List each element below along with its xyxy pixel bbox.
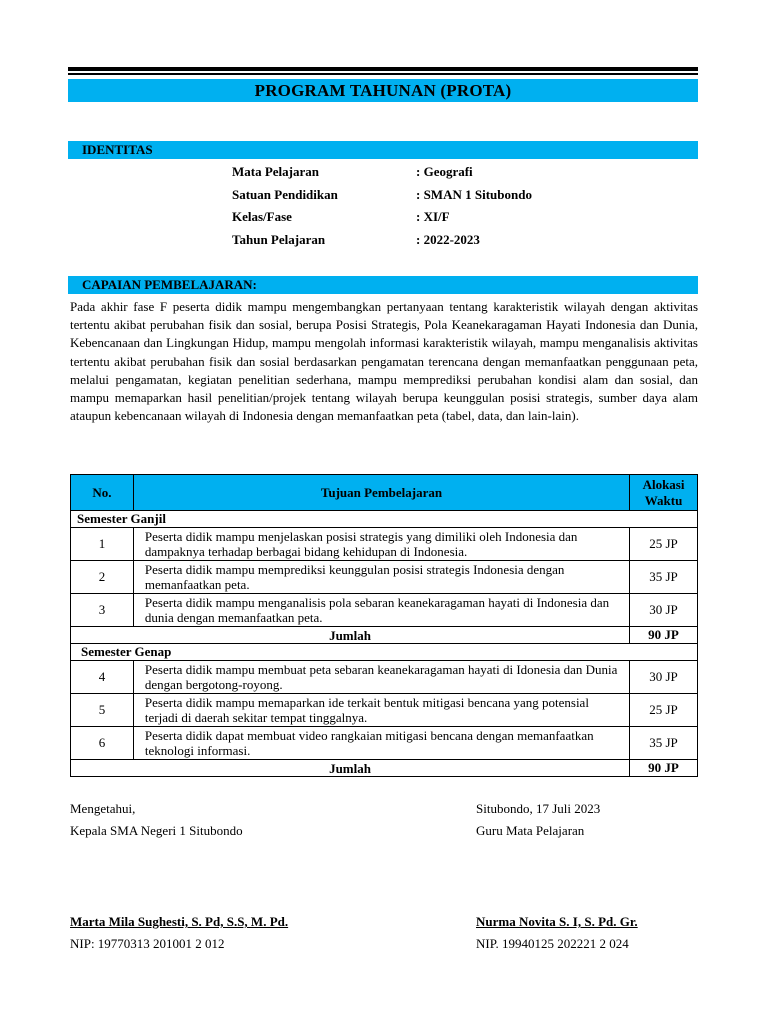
table-row bbox=[71, 727, 698, 760]
table-row bbox=[71, 594, 698, 627]
identitas-value: : Geografi bbox=[416, 164, 473, 179]
row-desc: Peserta didik mampu memaparkan ide terkait bentuk mitigasi bencana yang potensial terjadi di daerah sekitar tempat tinggalnya. bbox=[133, 694, 629, 727]
header-no: No. bbox=[71, 475, 134, 511]
semester-ganjil-row bbox=[71, 511, 698, 528]
tujuan-pembelajaran-table bbox=[70, 474, 698, 777]
header-alokasi-line1: Alokasi bbox=[642, 476, 685, 492]
row-desc: Peserta didik mampu menganalisis pola sebaran keanekaragaman hayati di Indonesia dan dunia dengan memanfaatkan peta. bbox=[133, 594, 629, 627]
header-alokasi-line2: Waktu bbox=[644, 492, 683, 508]
signature-right-line2: Guru Mata Pelajaran bbox=[476, 823, 585, 838]
signature-left-line1: Mengetahui, bbox=[70, 801, 136, 816]
table-row bbox=[71, 694, 698, 727]
identitas-label: Satuan Pendidikan bbox=[232, 187, 338, 202]
row-desc: Peserta didik mampu membuat peta sebaran keanekaragaman hayati di Idonesia dan Dunia dengan bergotong-royong. bbox=[133, 661, 629, 694]
semester-genap-row bbox=[71, 644, 698, 661]
row-jp: 30 JP bbox=[630, 661, 698, 694]
row-jp: 25 JP bbox=[630, 528, 698, 561]
capaian-heading: CAPAIAN PEMBELAJARAN: bbox=[68, 276, 698, 294]
jumlah-total: 90 JP bbox=[630, 760, 698, 777]
identitas-value: : 2022-2023 bbox=[416, 232, 480, 247]
signature-left-line2: Kepala SMA Negeri 1 Situbondo bbox=[70, 823, 243, 838]
semester-ganjil-label: Semester Ganjil bbox=[71, 511, 698, 528]
row-desc: Peserta didik mampu menjelaskan posisi strategis yang dimiliki oleh Indonesia dan dampaknya terhadap berbagai bidang kehidupan di Indonesia. bbox=[133, 528, 629, 561]
row-no: 5 bbox=[71, 694, 134, 727]
jumlah-ganjil-row bbox=[71, 627, 698, 644]
row-no: 3 bbox=[71, 594, 134, 627]
row-no: 4 bbox=[71, 661, 134, 694]
signature-right-nip: NIP. 19940125 202221 2 024 bbox=[476, 936, 629, 951]
header-alokasi bbox=[630, 475, 698, 511]
top-rule-thick bbox=[68, 67, 698, 71]
jumlah-label: Jumlah bbox=[71, 760, 630, 777]
jumlah-label: Jumlah bbox=[71, 627, 630, 644]
identitas-value: : XI/F bbox=[416, 209, 450, 224]
table-row bbox=[71, 661, 698, 694]
identitas-heading: IDENTITAS bbox=[68, 141, 698, 159]
table-header-row bbox=[71, 475, 698, 511]
row-desc: Peserta didik mampu memprediksi keunggulan posisi strategis Indonesia dengan memanfaatkan peta. bbox=[133, 561, 629, 594]
table-row bbox=[71, 528, 698, 561]
row-desc: Peserta didik dapat membuat video rangkaian mitigasi bencana dengan memanfaatkan teknologi informasi. bbox=[133, 727, 629, 760]
row-no: 1 bbox=[71, 528, 134, 561]
identitas-label: Mata Pelajaran bbox=[232, 164, 320, 179]
row-no: 2 bbox=[71, 561, 134, 594]
row-no: 6 bbox=[71, 727, 134, 760]
jumlah-total: 90 JP bbox=[630, 627, 698, 644]
capaian-paragraph: Pada akhir fase F peserta didik mampu mengembangkan pertanyaan tentang karakteristik wilayah dengan aktivitas tertentu akibat perubahan fisik dan sosial, berupa Posisi Strategis, Pola Keanekaragaman Hayati Indonesia dan Dunia, Kebencanaan dan Lingkungan Hidup, mampu mengolah informasi karakteristik wilayah, mampu menganalisis aktivitas tertentu akibat perubahan fisik dan sosial berdasarkan pengamatan terencana dengan memanfaatkan penggunaan peta, melalui pengamatan, kegiatan penelitian sederhana, mampu memprediksi perubahan kondisi alam dan sosial, dan mampu memaparkan hasil penelitian/projek tentang wilayah berupa keunggulan posisi strategis, sumber daya alam ataupun kebencanaan wilayah di Indonesia dengan memanfaatkan peta (tabel, data, dan lain-lain). bbox=[70, 299, 698, 424]
row-jp: 35 JP bbox=[630, 561, 698, 594]
header-tujuan: Tujuan Pembelajaran bbox=[133, 475, 629, 511]
top-rule-thin bbox=[68, 73, 698, 75]
signature-left-nip: NIP: 19770313 201001 2 012 bbox=[70, 936, 225, 951]
document-title: PROGRAM TAHUNAN (PROTA) bbox=[68, 79, 698, 102]
signature-right-name: Nurma Novita S. I, S. Pd. Gr. bbox=[476, 914, 638, 929]
jumlah-genap-row bbox=[71, 760, 698, 777]
identitas-value: : SMAN 1 Situbondo bbox=[416, 187, 532, 202]
identitas-label: Kelas/Fase bbox=[232, 209, 292, 224]
signature-left-name: Marta Mila Sughesti, S. Pd, S.S, M. Pd. bbox=[70, 914, 289, 929]
row-jp: 30 JP bbox=[630, 594, 698, 627]
identitas-label: Tahun Pelajaran bbox=[232, 232, 326, 247]
row-jp: 35 JP bbox=[630, 727, 698, 760]
signature-right-line1: Situbondo, 17 Juli 2023 bbox=[476, 801, 601, 816]
table-row bbox=[71, 561, 698, 594]
semester-genap-label: Semester Genap bbox=[71, 644, 698, 661]
row-jp: 25 JP bbox=[630, 694, 698, 727]
